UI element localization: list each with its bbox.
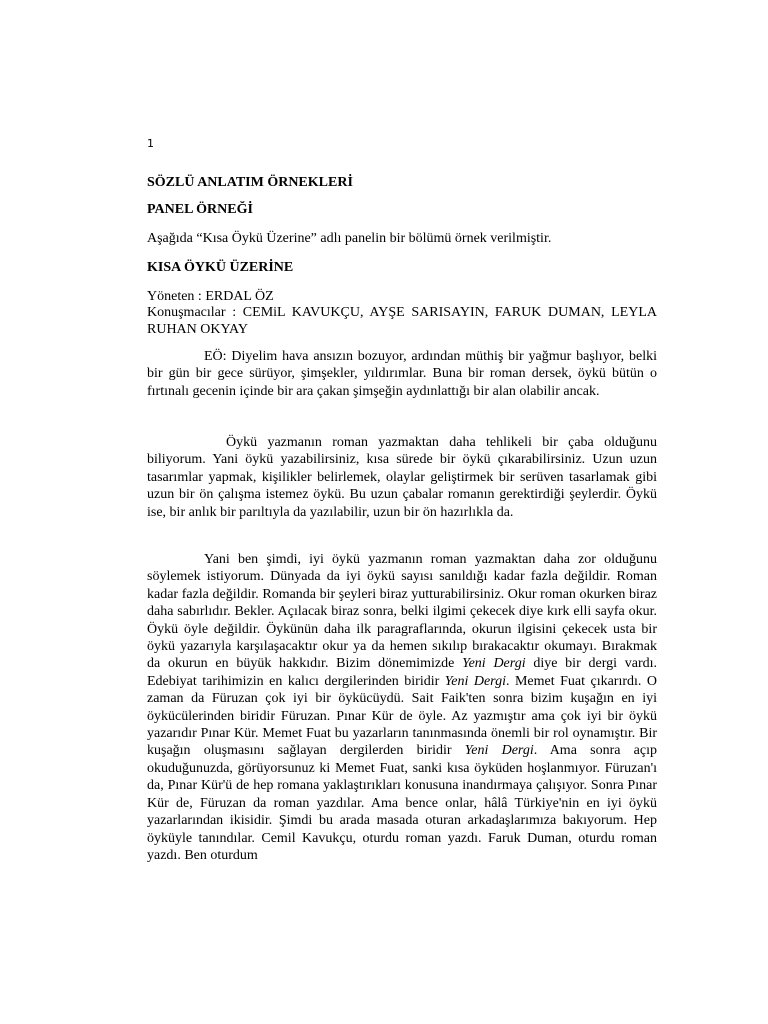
journal-title: Yeni Dergi bbox=[444, 673, 506, 689]
document-title: SÖZLÜ ANLATIM ÖRNEKLERİ bbox=[147, 175, 353, 190]
journal-title: Yeni Dergi bbox=[462, 656, 526, 672]
paragraph-3 bbox=[147, 551, 657, 864]
moderator-line: Yöneten : ERDAL ÖZ bbox=[147, 289, 274, 304]
page-number: 1 bbox=[147, 137, 154, 150]
journal-title: Yeni Dergi bbox=[464, 743, 534, 759]
paragraph-3-text: Yani ben şimdi, iyi öykü yazmanın roman yazmaktan daha zor olduğunu söylemek istiyorum. Dünyada da iyi öykü sayısı sanıldığı kadar fazla değildir. Roman kadar fazla değildir. Romanda bir şeyleri biraz yutturabilirsiniz. Okur roman okurken biraz daha sabırlıdır. Bekler. Açılacak biraz sonra, belki ilgimi çekecek diye kırk elli sayfa okur. Öykü öyle değildir. Öykünün daha ilk paragraflarında, okurun ilgisini çekecek usta bir öykü yazarıyla karşılaşacaktır okur ya da hemen sıkılıp bırakacaktır okumayı. Bırakmak da okurun en büyük hakkıdır. Bizim dönemimizde bbox=[147, 552, 657, 672]
paragraph-1: EÖ: Diyelim hava ansızın bozuyor, ardından müthiş bir yağmur başlıyor, belki bir gün bir gece sürüyor, şimşekler, yıldırımlar. Buna bir roman dersek, öykü bütün o fırtınalı gecenin içinde bir ara çakan şimşeğin aydınlattığı bir alan olabilir ancak. bbox=[147, 349, 657, 399]
paragraph-2: Öykü yazmanın roman yazmaktan daha tehlikeli bir çaba olduğunu biliyorum. Yani öykü yazabilirsiniz, kısa sürede bir öykü çıkarabilirsiniz. Uzun uzun tasarımlar yapmak, kişilikler belirlemek, olaylar geliştirmek bir serüven tasarlamak gibi uzun bir ön çalışma istemez öykü. Bu uzun çabalar romanın gerektirdiği şeylerdir. Öykü ise, bir anlık bir parıltıyla da yazılabilir, uzun bir ön hazırlıkla da. bbox=[147, 435, 657, 520]
intro-sentence: Aşağıda “Kısa Öykü Üzerine” adlı panelin bir bölümü örnek verilmiştir. bbox=[147, 231, 552, 246]
document-subtitle: PANEL ÖRNEĞİ bbox=[147, 202, 253, 217]
paragraph-3-text: . Ama sonra açıp okuduğunuzda, görüyorsunuz ki Memet Fuat, sanki kısa öyküden hoşlanmıyor. Füruzan'ı da, Pınar Kür'ü de hep romana yaklaştırıkları konusuna inandırmaya çalışıyor. Sonra Pınar Kür de, Füruzan da roman yazdılar. Ama bence onlar, hâlâ Türkiye'nin en iyi öykü yazarlarından ikisidir. Şimdi bu arada masada oturan arkadaşlarımıza bakıyorum. Hep öyküyle tanındılar. Cemil Kavukçu, oturdu roman yazdı. Faruk Duman, oturdu roman yazdı. Ben oturdum bbox=[147, 743, 657, 863]
document-page bbox=[147, 0, 657, 1024]
section-heading: KISA ÖYKÜ ÜZERİNE bbox=[147, 260, 294, 275]
paragraph-3-text: . Memet Fuat çıkarırdı. O zaman da Füruzan çok iyi bir öykücüydü. Sait Faik'ten sonra bizim kuşağın en iyi öykücülerinden biridir Füruzan. Pınar Kür de öyle. Az yazmıştır ama çok iyi bir öykü yazarıdır Pınar Kür. Memet Fuat bu yazarların tanınmasında önemli bir rol oynamıştır. Bir kuşağın oluşmasını sağlayan dergilerden biridir bbox=[147, 673, 658, 759]
paragraph-3-text: diye bir dergi vardı. Edebiyat tarihimizin en kalıcı dergilerinden biridir bbox=[147, 656, 657, 689]
speakers-line: Konuşmacılar : CEMiL KAVUKÇU, AYŞE SARISAYIN, FARUK DUMAN, LEYLA RUHAN OKYAY bbox=[147, 305, 657, 337]
